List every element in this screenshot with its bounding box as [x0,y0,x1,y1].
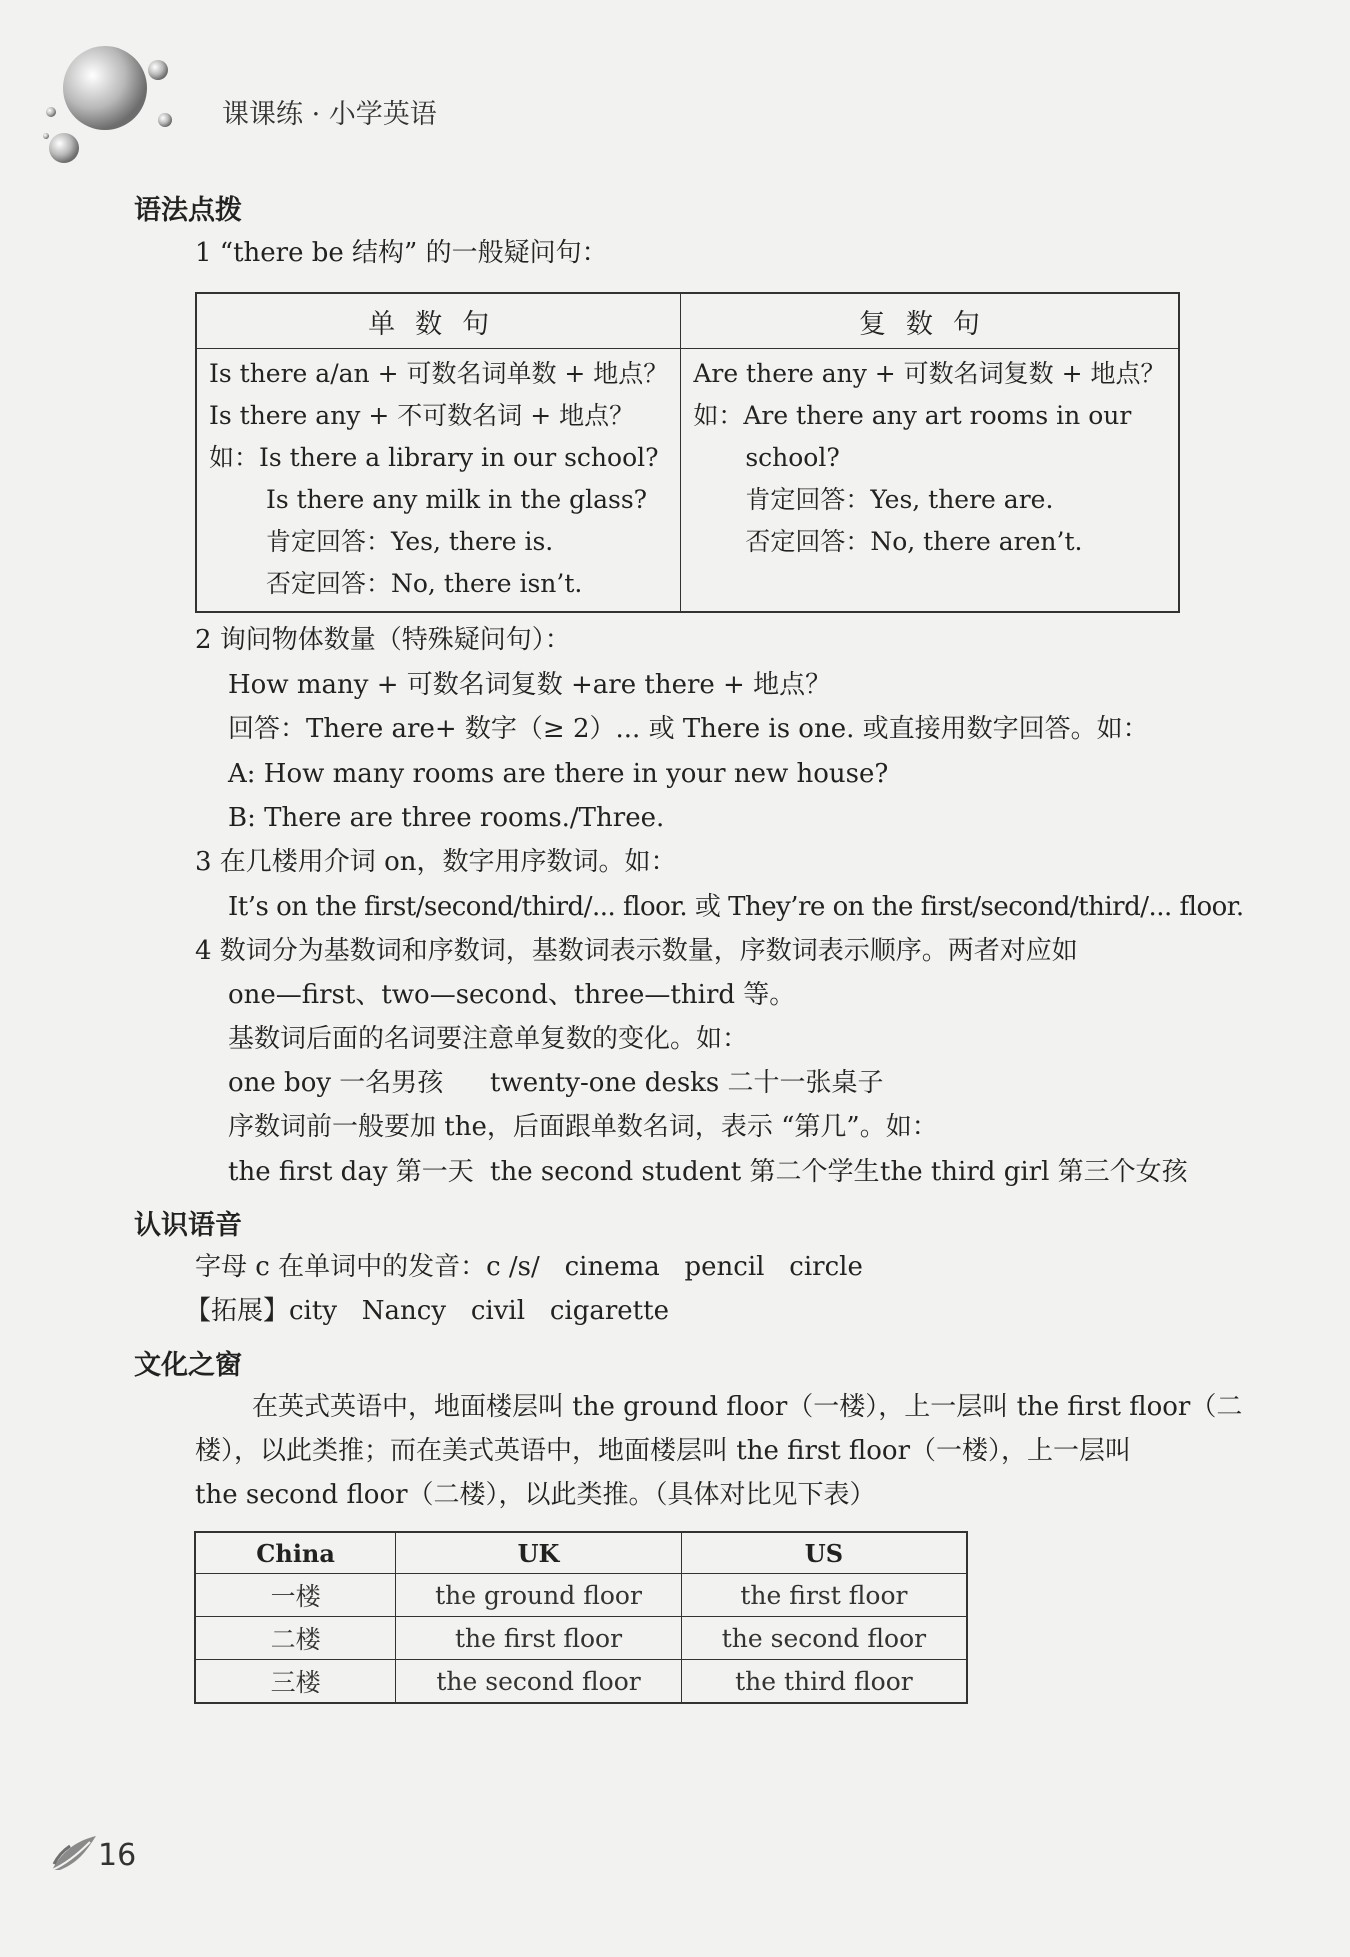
grammar-point-3-title: 3 在几楼用介词 on，数字用序数词。如： [195,847,677,877]
table-cell: 一楼 [195,1574,396,1617]
singular-line: Is there a/an + 可数名词单数 + 地点？ [209,359,669,388]
table-cell: the first floor [396,1617,682,1660]
grammar-point-4-line: 基数词后面的名词要注意单复数的变化。如： [228,1024,749,1054]
culture-paragraph-line: 在英式英语中，地面楼层叫 the ground floor（一楼），上一层叫 the first floor（二 [252,1392,1243,1422]
table-cell: 二楼 [195,1617,396,1660]
plural-cell [681,349,1179,613]
plural-line: 如：Are there any art rooms in our [693,401,1132,430]
table-header-singular: 单数句 [196,293,681,349]
table-cell: the second floor [396,1660,682,1704]
example-third-girl: the third girl 第三个女孩 [880,1157,1188,1187]
table-row [195,1617,967,1660]
section-heading-grammar: 语法点拨 [134,195,242,226]
table-header-uk: UK [396,1532,682,1574]
example-twenty-one-desks: twenty-one desks 二十一张桌子 [490,1068,884,1098]
table-header-us: US [681,1532,967,1574]
example-first-day: the first day 第一天 [228,1157,474,1187]
table-header-row [195,1532,967,1574]
floor-comparison-table [194,1531,968,1704]
grammar-point-4-title: 4 数词分为基数词和序数词，基数词表示数量，序数词表示顺序。两者对应如 [195,936,1078,966]
plural-line: Are there any + 可数名词复数 + 地点？ [693,359,1166,388]
grammar-point-4-line: 序数词前一般要加 the，后面跟单数名词，表示 “第几”。如： [228,1112,938,1142]
plural-line: 肯定回答：Yes, there are. [745,485,1054,514]
singular-cell [196,349,681,613]
grammar-table [195,292,1180,613]
grammar-point-2-title: 2 询问物体数量（特殊疑问句）： [195,625,571,655]
singular-line: 如：Is there a library in our school? [209,443,659,472]
culture-paragraph-line: 楼），以此类推；而在美式英语中，地面楼层叫 the first floor（一楼），上一层叫 [195,1436,1132,1466]
table-cell: the ground floor [396,1574,682,1617]
phonics-extension-line: 【拓展】city Nancy civil cigarette [185,1296,669,1326]
plural-line: 否定回答：No, there aren’t. [745,527,1083,556]
example-one-boy: one boy 一名男孩 [228,1068,444,1098]
grammar-point-2-line: How many + 可数名词复数 +are there + 地点？ [228,670,832,700]
section-heading-phonics: 认识语音 [134,1210,242,1241]
table-cell: 三楼 [195,1660,396,1704]
phonics-line: 字母 c 在单词中的发音：c /s/ cinema pencil circle [195,1252,863,1282]
table-header-china: China [195,1532,396,1574]
section-heading-culture: 文化之窗 [134,1350,242,1381]
grammar-point-4-line: one—first、two—second、three—third 等。 [228,980,796,1010]
singular-line: Is there any + 不可数名词 + 地点？ [209,401,635,430]
example-second-student: the second student 第二个学生 [490,1157,880,1187]
grammar-point-3-line: It’s on the first/second/third/... floor. 或 They’re on the first/second/third/... floor. [228,892,1244,922]
table-row [195,1574,967,1617]
grammar-point-2-line: B: There are three rooms./Three. [228,803,665,833]
page-number: 16 [98,1838,137,1873]
bubbles-decoration-icon [40,40,190,170]
table-cell: the third floor [681,1660,967,1704]
plural-line: school? [745,443,840,472]
singular-line: Is there any milk in the glass? [266,485,648,514]
grammar-point-2-line: A: How many rooms are there in your new house? [228,759,889,789]
grammar-point-1: 1 “there be 结构” 的一般疑问句： [195,238,608,268]
table-cell: the first floor [681,1574,967,1617]
header-title: 课课练 · 小学英语 [222,99,437,130]
singular-line: 否定回答：No, there isn’t. [266,569,583,598]
singular-line: 肯定回答：Yes, there is. [266,527,554,556]
grammar-point-2-line: 回答：There are+ 数字（≥ 2）... 或 There is one. 或直接用数字回答。如： [228,714,1149,744]
culture-paragraph-line: the second floor（二楼），以此类推。（具体对比见下表） [195,1480,876,1510]
table-cell: the second floor [681,1617,967,1660]
table-row [195,1660,967,1704]
table-header-plural: 复数句 [681,293,1179,349]
leaf-decoration-icon [50,1834,100,1874]
